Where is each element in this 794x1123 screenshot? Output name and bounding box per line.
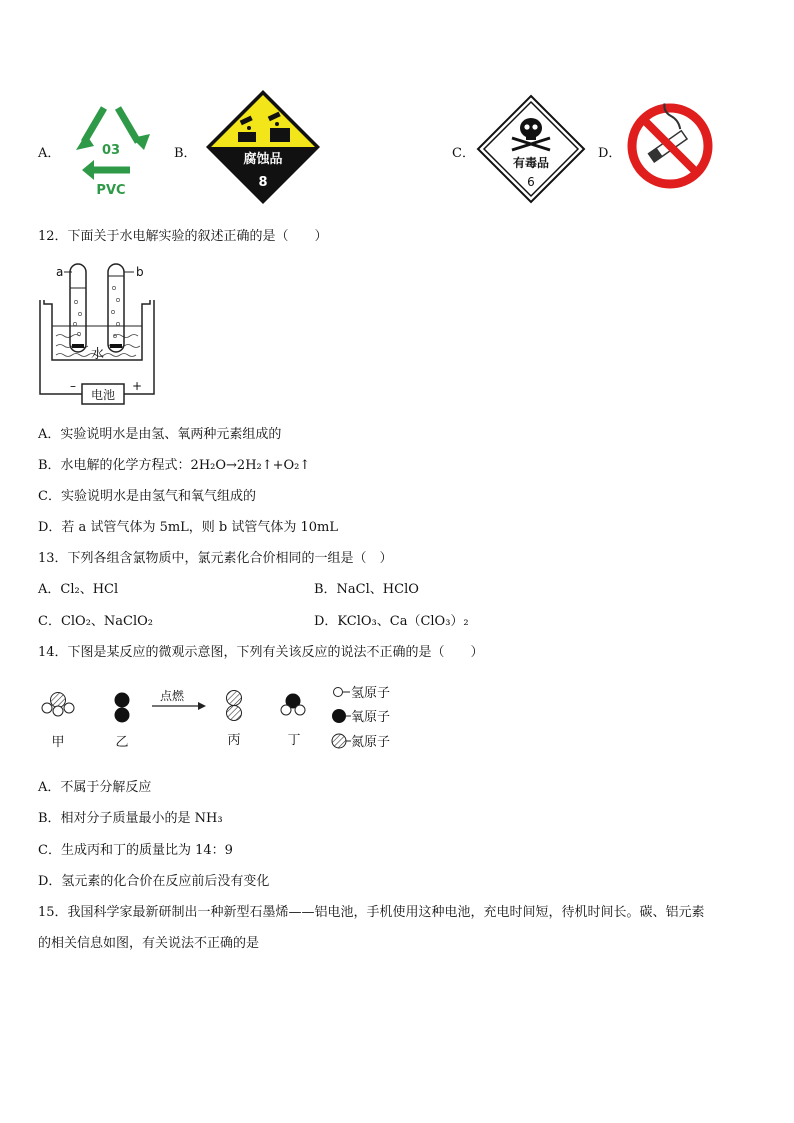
q13-option-c: C．ClO₂、NaClO₂ [38,614,154,629]
q14-option-a: A．不属于分解反应 [38,780,152,795]
molecule-bing [227,691,242,721]
corrosive-class-number: 8 [258,175,268,190]
reaction-condition: 点燃 [159,689,185,703]
tube-b-label: b [136,265,144,279]
reaction-micro-diagram [38,680,428,756]
q14-option-b: B．相对分子质量最小的是 NH₃ [38,811,223,826]
q11-option-c-letter: C． [452,146,475,161]
battery-label: 电池 [90,388,116,402]
molecule-yi [115,693,130,723]
q11-option-d-letter: D． [598,146,622,161]
recycle-pvc-icon [64,98,158,200]
q11-option-a-letter: A． [38,146,61,161]
label-ding: 丁 [287,733,301,748]
corrosive-label: 腐蚀品 [243,152,283,167]
corrosive-hazard-icon [204,88,322,206]
q14-stem: 14．下图是某反应的微观示意图，下列有关该反应的说法不正确的是（ ） [38,645,484,660]
q13-option-a: A．Cl₂、HCl [38,582,119,597]
battery-plus: + [132,379,143,393]
legend [332,686,390,750]
q14-option-c: C．生成丙和丁的质量比为 14：9 [38,843,233,858]
q11-option-b-letter: B． [174,146,197,161]
q15-stem-line1: 15．我国科学家最新研制出一种新型石墨烯——铝电池，手机使用这种电池，充电时间短，待机时间长。碳、铝元素 [38,905,705,920]
electrolysis-apparatus-diagram [38,258,158,410]
q14-option-d: D．氢元素的化合价在反应前后没有变化 [38,874,270,889]
tube-a-label: a [56,265,64,279]
molecule-jia [42,693,74,717]
q12-option-a: A．实验说明水是由氢、氧两种元素组成的 [38,427,282,442]
legend-oxygen: 氧原子 [351,710,391,725]
q12-option-b: B．水电解的化学方程式：2H₂O→2H₂↑+O₂↑ [38,458,311,473]
toxic-label: 有毒品 [512,156,550,170]
toxic-hazard-icon [476,94,586,204]
q13-option-d: D．KClO₃、Ca（ClO₃）₂ [314,614,469,629]
recycle-number: 03 [101,143,121,158]
label-bing: 丙 [227,733,241,748]
legend-hydrogen: 氢原子 [351,686,391,701]
water-label: 水 [91,347,105,362]
battery-minus: – [70,379,76,393]
label-jia: 甲 [51,735,65,750]
molecule-ding [281,694,305,716]
q13-option-b: B．NaCl、HClO [314,582,419,597]
toxic-class-number: 6 [527,175,535,189]
q15-stem-line2: 的相关信息如图，有关说法不正确的是 [38,936,260,951]
q12-option-d: D．若 a 试管气体为 5mL，则 b 试管气体为 10mL [38,520,339,535]
label-yi: 乙 [115,735,129,750]
q13-stem: 13．下列各组含氯物质中，氯元素化合价相同的一组是（ ） [38,551,393,566]
recycle-code: PVC [96,183,126,198]
q12-option-c: C．实验说明水是由氢气和氧气组成的 [38,489,256,504]
q12-stem: 12．下面关于水电解实验的叙述正确的是（ ） [38,229,328,244]
no-smoking-icon [626,102,714,190]
legend-nitrogen: 氮原子 [351,735,391,750]
